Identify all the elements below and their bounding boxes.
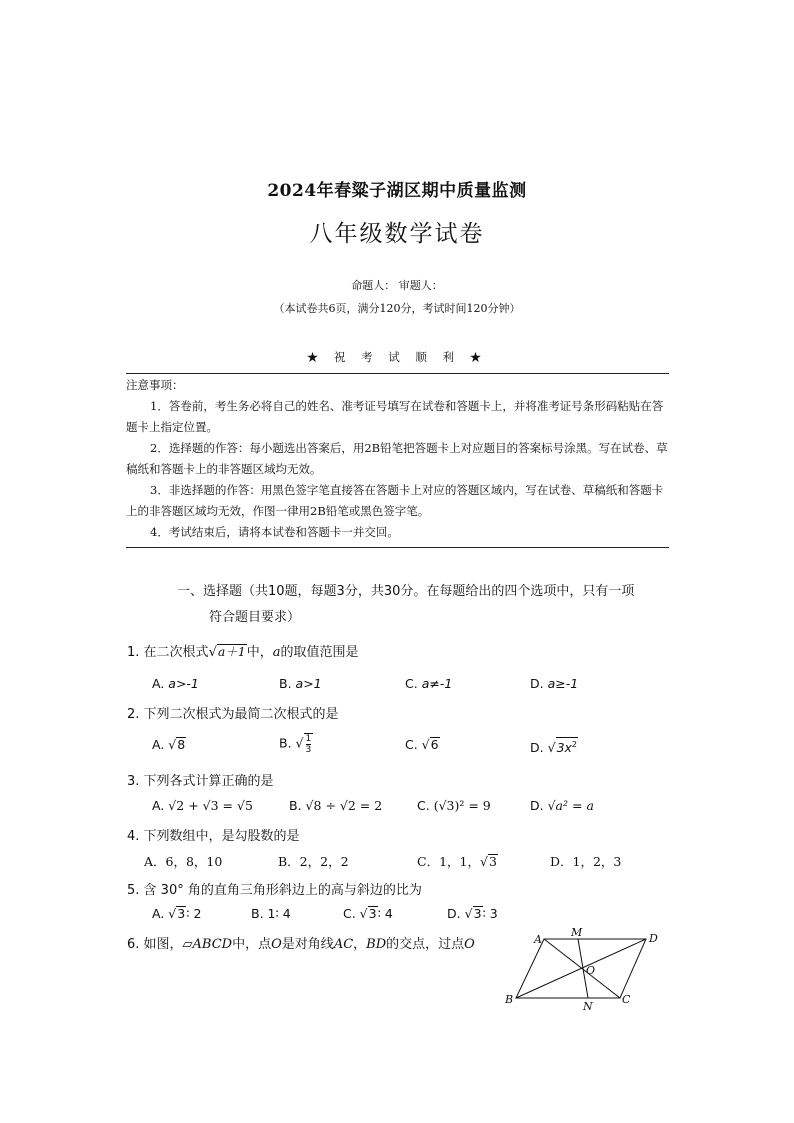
q4-option-a[interactable]: A．6，8，10 — [144, 854, 223, 869]
q5-option-c[interactable]: C. √3∶ 4 — [343, 906, 393, 921]
q3-option-b[interactable]: B. √8 ÷ √2 = 2 — [289, 798, 383, 813]
q5-option-b[interactable]: B. 1∶ 4 — [251, 906, 291, 921]
notice-item: 3．非选择题的作答：用黑色签字笔直接答在答题卡上对应的答题区域内，写在试卷、草稿纸和答题卡上的非答题区域均无效，作图一律用2B铅笔或黑色签字笔。 — [126, 483, 664, 518]
q1-option-a[interactable]: A. a>-1 — [152, 676, 199, 691]
subject-title: 八年级数学试卷 — [309, 221, 485, 247]
notice-block — [126, 375, 669, 543]
q4-option-c[interactable]: C．1，1，√3 — [417, 854, 497, 869]
question-6: 6. 如图，▱ABCD中，点O是对角线AC，BD的交点，过点O — [127, 937, 475, 952]
q2-option-b[interactable]: B. √ $\frac{1}{3}$ — [279, 734, 312, 755]
label-b: B — [505, 993, 514, 1006]
q5-option-a[interactable]: A. √3∶ 2 — [152, 906, 202, 921]
q4-option-b[interactable]: B．2，2，2 — [278, 854, 349, 869]
label-o: O — [586, 964, 596, 977]
question-4: 4. 下列数组中，是勾股数的是 — [127, 829, 300, 844]
label-a: A — [534, 933, 542, 946]
exam-info: （本试卷共6页，满分120分，考试时间120分钟） — [273, 302, 521, 315]
question-1: 1. 在二次根式√a＋1中，a的取值范围是 — [127, 644, 359, 660]
authors-line: 命题人： 审题人： — [351, 279, 443, 292]
q1-option-b[interactable]: B. a>1 — [279, 676, 322, 691]
q5-option-d[interactable]: D. √3∶ 3 — [447, 906, 498, 921]
question-3: 3. 下列各式计算正确的是 — [127, 774, 274, 789]
q1-option-c[interactable]: C. a≠-1 — [405, 676, 453, 691]
notice-top-rule — [126, 373, 669, 374]
question-2: 2. 下列二次根式为最简二次根式的是 — [127, 707, 339, 722]
section1-heading-line2: 符合题目要求） — [209, 610, 301, 625]
exam-title: 2024年春粱子湖区期中质量监测 — [267, 181, 527, 201]
section1-heading-line1: 一、选择题（共10题，每题3分，共30分。在每题给出的四个选项中，只有一项 — [177, 584, 635, 599]
q4-option-d[interactable]: D．1，2，3 — [550, 854, 622, 869]
q3-option-d[interactable]: D. √a² = a — [530, 798, 594, 813]
notice-bottom-rule — [126, 547, 669, 548]
q1-radicand: a＋1 — [217, 644, 246, 659]
diagonal-bd — [516, 939, 646, 998]
notice-item: 4．考试结束后，请将本试卷和答题卡一并交回。 — [150, 525, 399, 539]
q3-option-a[interactable]: A. √2 + √3 = √5 — [152, 798, 253, 813]
q2-option-d[interactable]: D. $√3x^2$ — [530, 737, 578, 755]
label-m: M — [571, 926, 583, 939]
blessing: ★ 祝 考 试 顺 利 ★ — [306, 350, 488, 364]
parallelogram-figure — [500, 925, 670, 1015]
q2-option-a[interactable]: A. √8 — [152, 737, 186, 752]
notice-item: 1．答卷前，考生务必将自己的姓名、准考证号填写在试卷和答题卡上，并将准考证号条形码粘贴在答题卡上指定位置。 — [126, 399, 664, 434]
question-5: 5. 含 30° 角的直角三角形斜边上的高与斜边的比为 — [127, 883, 422, 898]
notice-item: 2．选择题的作答：每小题选出答案后，用2B铅笔把答题卡上对应题目的答案标号涂黑。写在试卷、草稿纸和答题卡上的非答题区域均无效。 — [126, 441, 668, 476]
q3-option-c[interactable]: C. (√3)² = 9 — [417, 798, 491, 813]
label-c: C — [622, 993, 631, 1006]
notice-heading: 注意事项： — [126, 378, 184, 392]
label-n: N — [583, 1000, 593, 1013]
label-d: D — [649, 932, 658, 945]
q1-option-d[interactable]: D. a≥-1 — [530, 676, 579, 691]
q2-option-c[interactable]: C. √6 — [405, 737, 439, 752]
